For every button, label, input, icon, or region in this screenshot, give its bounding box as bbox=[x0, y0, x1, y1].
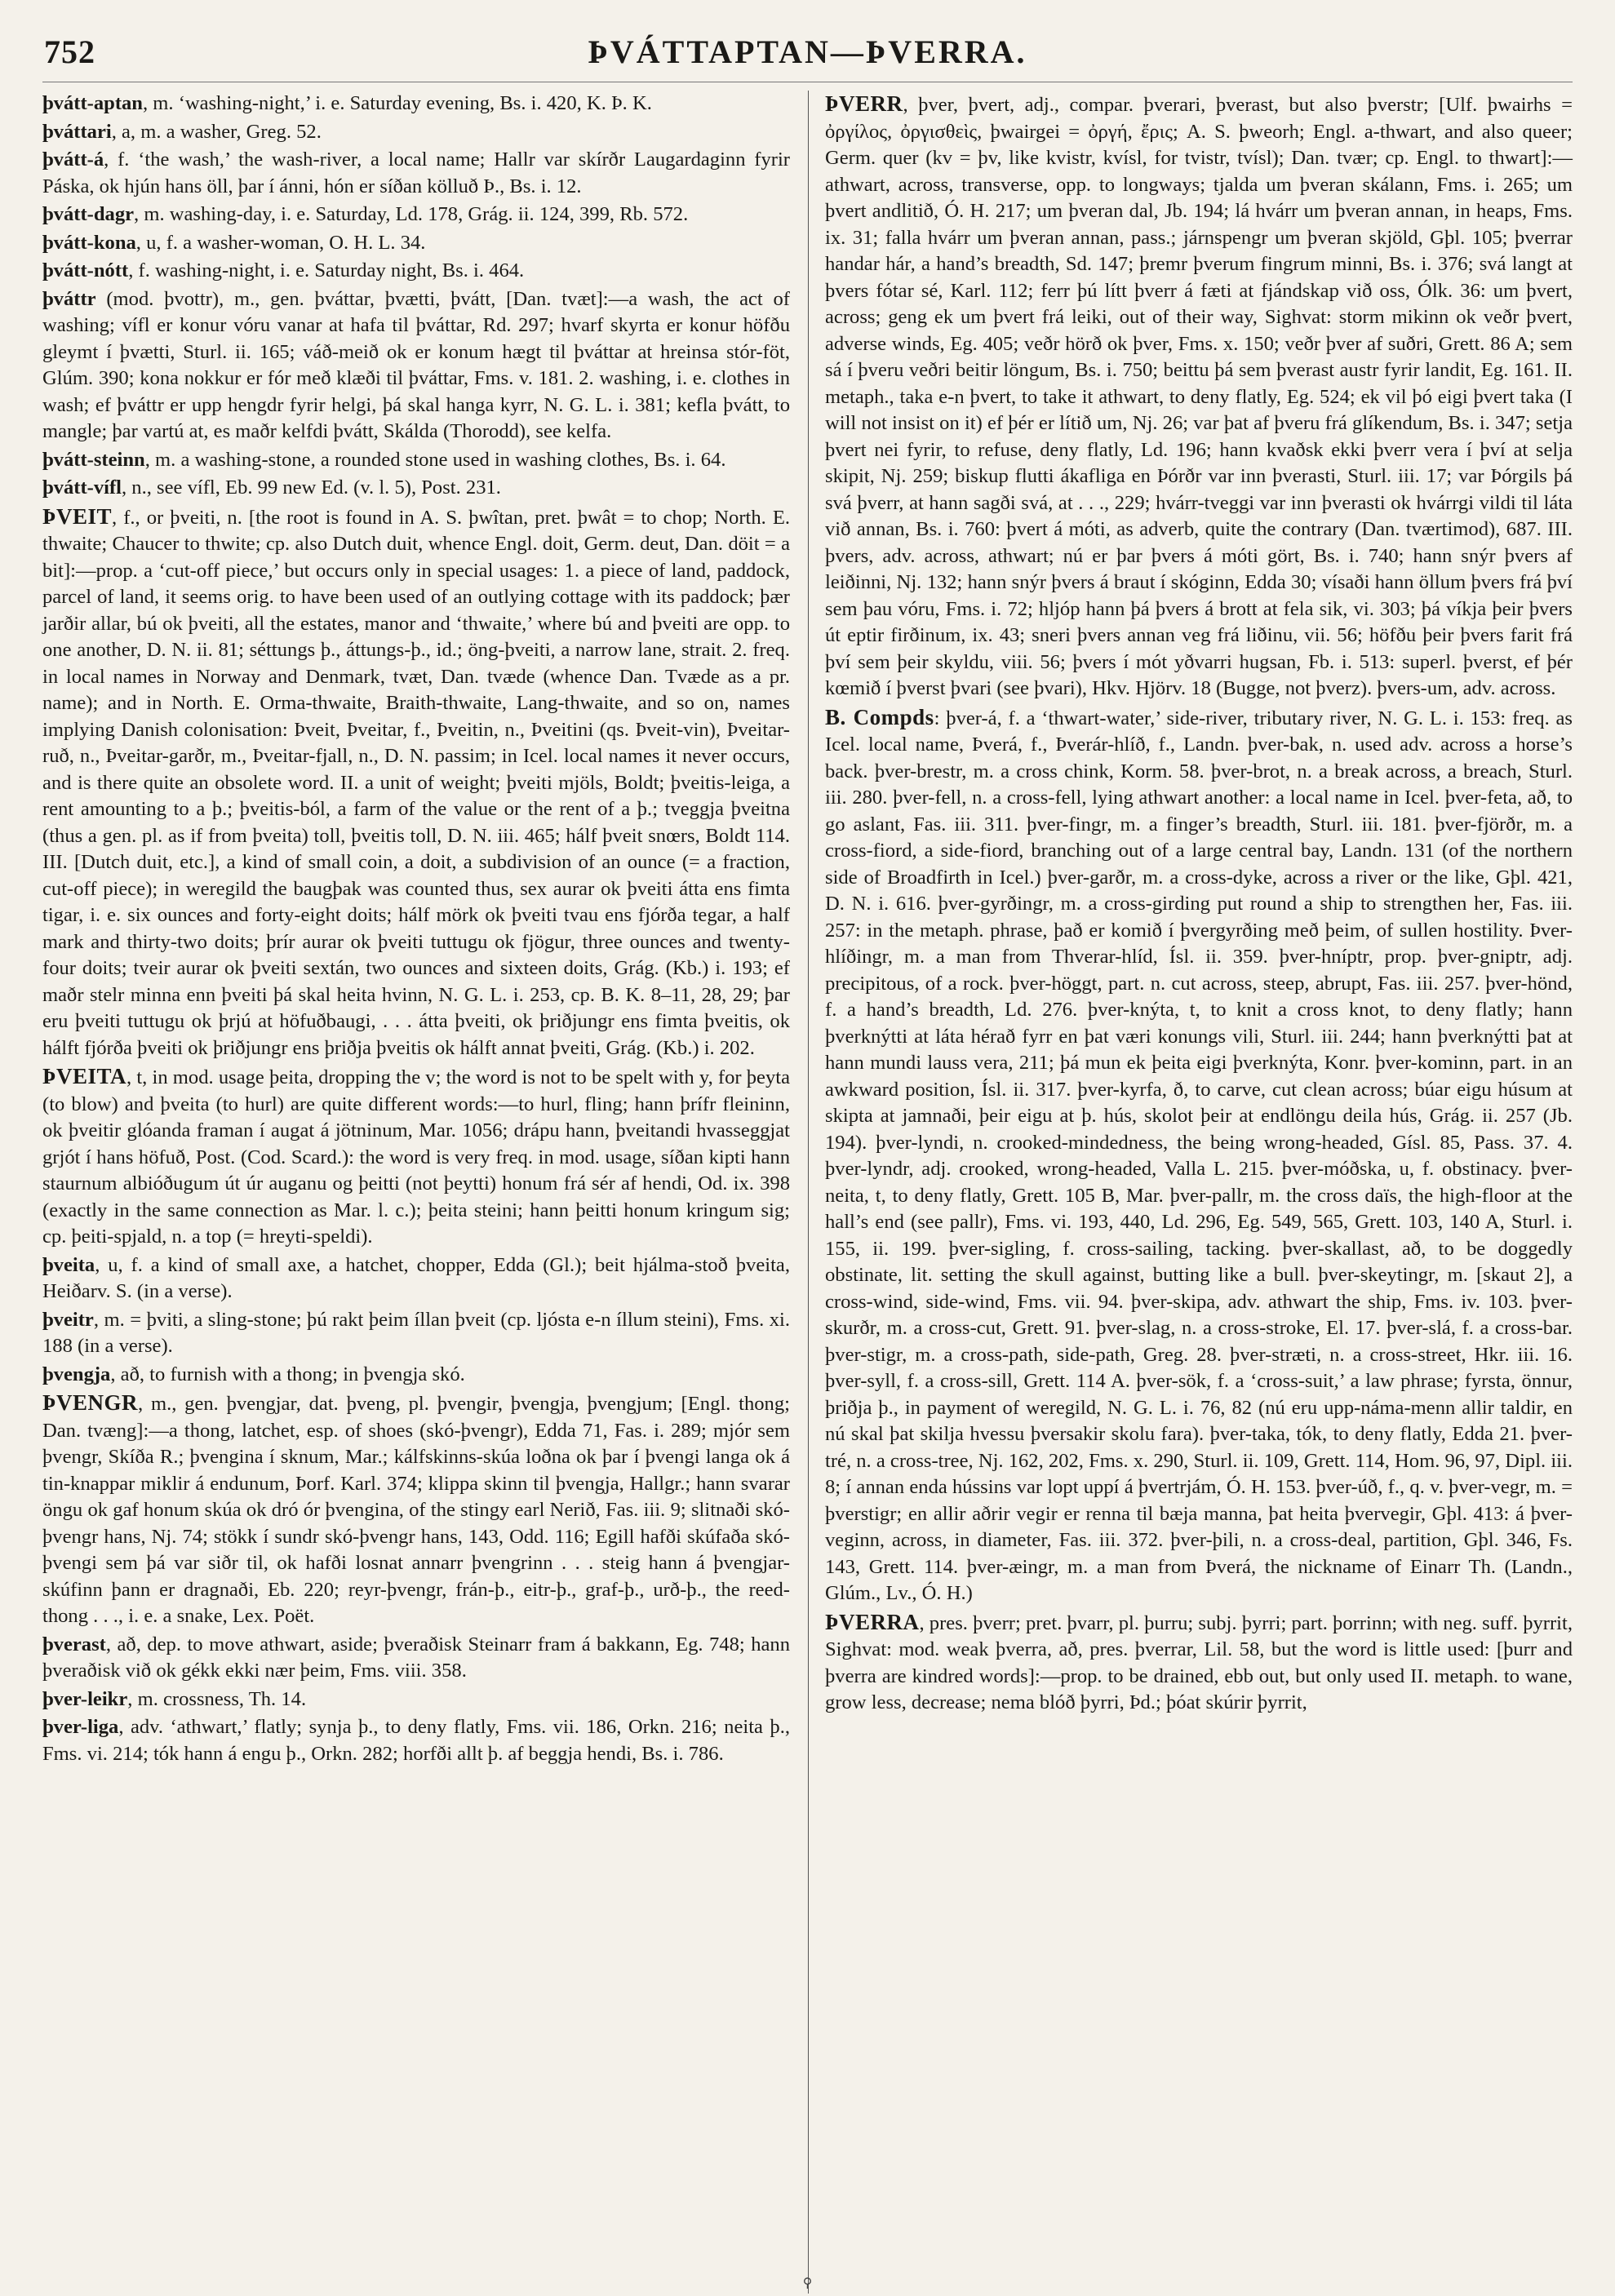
dictionary-entry bbox=[42, 1307, 790, 1360]
entry-headword: þverast bbox=[42, 1633, 106, 1656]
dictionary-entry bbox=[42, 1632, 790, 1685]
entry-text: , m. ‘washing-night,’ i. e. Saturday evening, Bs. i. 420, K. Þ. K. bbox=[142, 92, 652, 114]
dictionary-entry bbox=[42, 202, 790, 228]
running-head: ÞVÁTTAPTAN—ÞVERRA. bbox=[588, 33, 1027, 70]
entry-text: : þver-á, f. a ‘thwart-water,’ side-river, tributary river, N. G. L. i. 153: freq. as Icel. local name, Þverá, f., Þverár-hlíð, f., Landn. þver-bak, n. used adv. across a horse’s back. þver-brestr, m. a cross chink, Korm. 58. þver-brot, n. a break across, a breach, Sturl. iii. 280. þver-fell, n. a cross-fell, lying athwart another: a local name in Icel. þver-feta, að, to go aslant, Fas. iii. 311. þver-fingr, m. a finger’s breadth, Sturl. iii. 181. þver-fjörðr, m. a cross-fiord, a side-fiord, branching out of a large central bay, Landn. 131 (of the northern side of Broadfirth in Icel.) þver-garðr, m. a cross-dyke, across a river or the like, Gþl. 421, D. N. i. 616. þver-gyrðingr, m. a cross-girding put round a ship to strengthen her, Fas. iii. 257: in the metaph. phrase, það er komið í þvergyrðing með þeim, of sullen hostility. Þver-hlíðingr, m. a man from Thverar-hlíd, Ísl. ii. 359. þver-hníptr, prop. þver-gniptr, adj. precipitous, of a rock. þver-höggt, part. n. cut across, steep, abrupt, Fas. iii. 257. þver-hönd, f. a hand’s breadth, Ld. 276. þver-knýta, t, to knit a cross knot, to deny flatly; hann þverknýtti at láta hérað fyrr en þat væri konungs vili, Sturl. iii. 244; hann þverknýtti þat at hann mundi lauss vera, 211; þá mun ek þeita eigi þverknýta, Konr. þver-kominn, part. in an awkward position, Ísl. ii. 317. þver-kyrfa, ð, to carve, cut clean across; búar eigu húsum at skipta at jamnaði, þeir eigu at þ. hús, skolot þeir at endlöngu deila hús, Grág. ii. 257 (Jb. 194). þver-lyndi, n. crooked-mindedness, the being wrong-headed, Gísl. 85, Pass. 37. 4. þver-lyndr, adj. crooked, wrong-headed, Valla L. 215. þver-móðska, u, f. obstinacy. þver-neita, t, to deny flatly, Grett. 105 B, Mar. þver-pallr, m. the cross daïs, the high-floor at the hall’s end (see pallr), Fms. vi. 193, 440, Ld. 296, Eg. 549, 565, Grett. 103, 140 A, Sturl. i. 155, ii. 199. þver-sigling, f. cross-sailing, tacking. þver-skallast, að, to be doggedly obstinate, lit. setting the skull against, butting like a bull. þver-skeytingr, m. [skaut 2], a cross-wind, side-wind, Fms. vii. 94. þver-skipa, adv. athwart the ship, Fms. iv. 103. þver-skurðr, m. a cross-cut, Grett. 91. þver-slag, n. a cross-stroke, El. 17. þver-slá, f. a cross-bar. þver-stigr, m. a cross-path, side-path, Greg. 28. þver-stræti, n. a cross-street, Hkr. iii. 16. þver-syll, f. a cross-sill, Grett. 114 A. þver-sök, f. a ‘cross-suit,’ a law phrase; fyrsta, önnur, þriðja þ., in payment of weregild, N. G. L. i. 76, 82 (nú eru upp-náma-menn allir taldir, en nú skal þat skilja hvessu þversakir skolu fara). þver-taka, tók, to deny flatly, Edda 21. þver-tré, n. a cross-tree, Nj. 162, 202, Fms. x. 290, Sturl. ii. 109, Grett. 114, Hom. 96, 97, Dipl. iii. 8; í annan enda hússins var lopt uppí á þvertrjám, Ó. H. 153. þver-úð, f., q. v. þver-vegr, m. = þverstigr; en allir aðrir vegir er renna til bæja manna, þat heita þvervegir, Gþl. 413: á þver-veginn, across, in diameter, Fas. iii. 372. þver-þili, n. a cross-deal, partition, Gþl. 346, Fs. 143, Grett. 114. þver-æingr, m. a man from Þverá, the nickname of Einarr Th. (Landn., Glúm., Lv., Ó. H.) bbox=[825, 707, 1573, 1604]
entry-headword: ÞVEIT bbox=[42, 503, 113, 529]
dictionary-entry bbox=[42, 91, 790, 117]
dictionary-entry bbox=[42, 1362, 790, 1389]
entry-headword: B. Compds bbox=[825, 704, 934, 729]
page-number: 752 bbox=[44, 33, 95, 70]
entry-text: , f., or þveiti, n. [the root is found in A. S. þwîtan, pret. þwât = to chop; North. E. thwaite; Chaucer to thwite; cp. also Dutch duit, whence Engl. doit, Germ. deut, Dan. döit = a bit]:—prop. a ‘cut-off piece,’ but occurs only in special usages: 1. a piece of land, paddock, parcel of land, it seems orig. to have been used of an outlying cottage with its paddock; þær jarðir allar, bú ok þveiti, all the estates, manor and ‘thwaite,’ where bú and þveiti are opp. to one another, D. N. ii. 81; séttungs þ., áttungs-þ., id.; öng-þveiti, a narrow lane, strait. 2. freq. in local names in Norway and Denmark, tvæt, Dan. tvæde (whence Dan. Tvæde as a pr. name); and in North. E. Orma-thwaite, Braith-thwaite, Lang-thwaite, and so on, names implying Danish colonisation: Þveit, Þveitar, f., Þveitin, n., Þveitini (qs. Þveit-vin), Þveitar-ruð, n., Þveitar-garðr, m., Þveitar-fjall, n., D. N. passim; in Icel. local names it never occurs, and is there quite an obsolete word. II. a unit of weight; þveiti mjöls, Boldt; þveitis-leiga, a rent amounting to a þ.; þveitis-ból, a farm of the value or the rent of a þ.; tveggja þveitna (thus a gen. pl. as if from þveita) toll, þveitis toll, D. N. iii. 465; hálf þveit snœrs, Boldt 114. III. [Dutch duit, etc.], a kind of small coin, a doit, a subdivision of an ounce (= a fraction, cut-off piece); in weregild the baugþak was counted thus, sex aurar ok þveiti átta ens fimta tigar, i. e. six ounces and forty-eight doits; hálf mörk ok þveiti tvau ens fjórða tegar, a half mark and thirty-two doits; þrír aurar ok þveiti tuttugu ok fjögur, three ounces and twenty-four doits; tveir aurar ok þveiti sextán, two ounces and sixteen doits, Grág. (Kb.) i. 193; ef maðr stelr minna enn þveiti þá skal heita hvinn, N. G. L. i. 253, cp. B. K. 8–11, 28, 29; þar eru þveiti tuttugu ok þrjú at höfuðbaugi, . . . átta þveiti, ok þriðjungr ens fimta þveitis, ok hálft fjórða þveiti ok þriðjungr ens þriðja þveitis ok hálft annat þveiti, Grág. (Kb.) i. 202. bbox=[42, 506, 790, 1059]
entry-headword: ÞVERR bbox=[825, 91, 903, 116]
entry-headword: þváttari bbox=[42, 120, 112, 143]
entry-headword: þváttr bbox=[42, 287, 96, 310]
entry-headword: þver-liga bbox=[42, 1716, 119, 1738]
entry-text: , m. crossness, Th. 14. bbox=[127, 1687, 307, 1710]
entry-text: (mod. þvottr), m., gen. þváttar, þvætti, þvátt, [Dan. tvæt]:—a wash, the act of washing; vífl er konur vóru vanar at hafa til þváttar, Rd. 297; hvarf skyrta er konur höfðu gleymt í þvætti, Sturl. ii. 165; váð-meið ok er konum hægt til þváttar at hreinsa stór-föt, Glúm. 390; kona nokkur er fór með klæði til þváttar, Fms. v. 181. 2. washing, i. e. clothes in wash; ef þváttr er upp hengdr fyrir helgi, þá skal hanga kyrr, N. G. L. i. 381; kefla þvátt, to mangle; þar vartú at, es maðr kelfdi þvátt, Skálda (Thorodd), see kelfa. bbox=[42, 287, 790, 442]
entry-text: , m., gen. þvengjar, dat. þveng, pl. þvengir, þvengja, þvengjum; [Engl. thong; Dan. tvæng]:—a thong, latchet, esp. of shoes (skó-þvengr), Edda 71, Fas. i. 289; mjór sem þvengr, Skíða R.; þvengina í sknum, Mar.; kálfskinns-skúa loðna ok þar í þvengi langa ok á tin-knappar miklir á endunum, Þorf. Karl. 374; klippa skinn til þvengja, Hallgr.; hann svarar öngu ok gaf honum skúa ok dró ór þvengina, of the stingy earl Nerið, Fas. iii. 9; slitnaði skó-þvengr hans, Nj. 74; stökk í sundr skó-þvengr hans, 143, Odd. 116; Egill hafði skúfaða skó-þvengi sem þá var siðr til, ok hafði losnat annarr þvengrinn . . . steig hann á þvengjar-skúfinn þann er dragnaði, Eb. 220; reyr-þvengr, frán-þ., eitr-þ., graf-þ., urð-þ., the reed-thong . . ., i. e. a snake, Lex. Poët. bbox=[42, 1393, 790, 1627]
entry-headword: þveitr bbox=[42, 1308, 94, 1331]
left-column bbox=[42, 91, 790, 1769]
page-header bbox=[42, 29, 1573, 82]
entry-text: , m. = þviti, a sling-stone; þú rakt þeim íllan þveit (cp. ljósta e-n íllum steini), Fms. xi. 188 (in a verse). bbox=[42, 1308, 790, 1357]
dictionary-entry bbox=[825, 704, 1573, 1607]
entry-text: , a, m. a washer, Greg. 52. bbox=[111, 120, 322, 143]
entry-headword: ÞVERRA bbox=[825, 1609, 920, 1634]
entry-headword: þver-leikr bbox=[42, 1687, 128, 1710]
entry-text: , pres. þverr; pret. þvarr, pl. þurru; subj. þyrri; part. þorrinn; with neg. suff. þyrrit, Sighvat: mod. weak þverra, að, pres. þverrar, Lil. 58, but the word is little used: [þurr and þverra are kindred words]:—prop. to be drained, ebb out, but only used II. metaph. to wane, grow less, decrease; nema blóð þyrri, Þd.; þóat skúrir þyrrit, bbox=[825, 1611, 1573, 1713]
dictionary-entry bbox=[42, 1390, 790, 1630]
entry-text: , f. ‘the wash,’ the wash-river, a local name; Hallr var skírðr Laugardaginn fyrir Páska, ok hjún hans öll, þar í ánni, hón er síðan kölluð Þ., Bs. i. 12. bbox=[42, 148, 790, 197]
dictionary-entry bbox=[825, 1609, 1573, 1717]
entry-text: , þver, þvert, adj., compar. þverari, þverast, but also þverstr; [Ulf. þwairhs = ὀργίλος, ὀργισθεὶς, þwairgei = ὀργή, ἔρις; A. S. þweorh; Engl. a-thwart, and also queer; Germ. quer (kv = þv, like kvistr, kvísl, for tvistr, tvísl); Dan. tvær; cp. Engl. to thwart]:—athwart, across, transverse, opp. to longways; tjalda um þveran skálann, Fms. i. 265; um þvert andlitið, Ó. H. 217; um þveran dal, Jb. 194; lá hvárr um þveran annan, in heaps, Fms. ix. 31; falla hvárr um þveran annan, pass.; járnspengr um þveran skjöld, Gþl. 105; þverrar handar hár, a hand’s breadth, Sd. 147; þremr þverum fingrum minni, Bs. i. 376; svá langt at þvers fótar sé, Karl. 112; ferr þú lítt þverr á fæti at fjándskap við oss, Ólk. 36: um þvert, across; geng ek um þvert frá leiki, out of their way, Sighvat: storm mikinn ok veðr þvert, adverse winds, Eg. 405; veðr hörð ok þver, Fms. x. 150; veðr þver af suðri, Grett. 86 A; sem sá í þveru veðri beitir löngum, Bs. i. 750; beittu þá sem þverast austr fyrir landit, Eg. 161. II. metaph., taka e-n þvert, to take it athwart, to deny flatly, Eg. 524; ek vil þó eigi þvert taka (I will not insist on it) ef þér er lítið um, Nj. 26; var þat af þveru frá glíkendum, Bs. i. 347; setja þvert nei fyrir, to refuse, deny flatly, Ld. 196; hann kvaðsk ekki þverr vera í því at selja skipit, Nj. 259; biskup flutti ákafliga en Þórðr var inn þverasti, Sturl. iii. 17; var Þórgils þá svá þverr, at hann sagði svá, at . . ., 229; hvárr-tveggi var inn þverasti ok hvárrgi vildi til láta við annan, Bs. i. 760: þvert á móti, as adverb, quite the contrary (Dan. tværtimod), 687. III. þvers, adv. across, athwart; nú er þar þvers á móti gört, Bs. i. 740; hann snýr þvers af leiðinni, Nj. 132; hann snýr þvers á braut í skóginn, Edda 30; vísaði hann öllum þvers frá því sem þau vóru, Fms. i. 72; hljóp hann þá þvers á brott at fela sik, vi. 303; þá víkja þeir þvers út eptir firðinum, ix. 43; sneri þvers annan veg frá liðinu, vii. 56; höfðu þeir þvers farit frá því sem þeir skyldu, viii. 56; þvers í mót yðvarri hugsan, Fb. i. 513: superl. þverst, ef þér kœmið í þverst þvari (see þvari), Hkv. Hjörv. 18 (Bugge, not þverz). þvers-um, adv. across. bbox=[825, 94, 1573, 699]
two-column-body bbox=[42, 91, 1573, 2290]
dictionary-entry bbox=[42, 503, 790, 1062]
dictionary-entry bbox=[825, 91, 1573, 703]
dictionary-entry bbox=[42, 447, 790, 474]
entry-text: , u, f. a kind of small axe, a hatchet, chopper, Edda (Gl.); beit hjálma-stoð þveita, Heiðarv. S. (in a verse). bbox=[42, 1253, 790, 1302]
dictionary-entry bbox=[42, 119, 790, 146]
entry-headword: þvátt-kona bbox=[42, 231, 136, 254]
entry-headword: þvátt-steinn bbox=[42, 448, 145, 471]
dictionary-entry bbox=[42, 286, 790, 445]
entry-headword: þvátt-vífl bbox=[42, 476, 122, 499]
entry-text: , u, f. a washer-woman, O. H. L. 34. bbox=[135, 231, 426, 254]
dictionary-entry bbox=[42, 475, 790, 502]
entry-headword: ÞVEITA bbox=[42, 1064, 127, 1088]
entry-headword: ÞVENGR bbox=[42, 1390, 138, 1415]
column-divider bbox=[808, 91, 809, 2294]
entry-headword: þvátt-dagr bbox=[42, 203, 135, 225]
entry-text: , m. washing-day, i. e. Saturday, Ld. 178, Grág. ii. 124, 399, Rb. 572. bbox=[134, 203, 689, 225]
entry-text: , f. washing-night, i. e. Saturday night, Bs. i. 464. bbox=[128, 259, 525, 281]
dictionary-entry bbox=[42, 1252, 790, 1305]
entry-text: , t, in mod. usage þeita, dropping the v; the word is not to be spelt with y, for þeyta (to blow) and þveita (to hurl) are quite different words:—to hurl, fling; hann þrífr fleininn, ok þveitir glóanda framan í augat á jötninum, Mar. 1056; drápu hann, þveitandi hvasseggjat grjót í hans höfuð, Post. (Cod. Scard.): the word is very freq. in mod. usage, síðan kipti hann staurnum albióðugum út úr auganu og þeitti (not þeytti) honum frá sér af hendi, Od. ix. 398 (exactly in the same connection as Mar. l. c.); þeita steini; hann þeitti honum kringum sig; cp. þeiti-spjald, n. a top (= hreyti-speldi). bbox=[42, 1066, 790, 1248]
dictionary-entry bbox=[42, 258, 790, 285]
column-ornament-icon: ⚲ bbox=[802, 2276, 813, 2290]
dictionary-entry bbox=[42, 1687, 790, 1713]
entry-headword: þvátt-aptan bbox=[42, 92, 143, 114]
entry-text: , adv. ‘athwart,’ flatly; synja þ., to deny flatly, Fms. vii. 186, Orkn. 216; neita þ., Fms. vi. 214; tók hann á engu þ., Orkn. 282; horfði allt þ. af beggja hendi, Bs. i. 786. bbox=[42, 1716, 790, 1765]
entry-headword: þvátt-á bbox=[42, 148, 104, 171]
entry-headword: þvátt-nótt bbox=[42, 259, 129, 281]
dictionary-entry bbox=[42, 147, 790, 200]
entry-text: , að, dep. to move athwart, aside; þveraðisk Steinarr fram á bakkann, Eg. 748; hann þveraðisk við ok gékk ekki nær þeim, Fms. viii. 358. bbox=[42, 1633, 790, 1682]
dictionary-entry bbox=[42, 1063, 790, 1251]
entry-text: , m. a washing-stone, a rounded stone used in washing clothes, Bs. i. 64. bbox=[144, 448, 726, 471]
entry-headword: þvengja bbox=[42, 1363, 111, 1385]
dictionary-entry bbox=[42, 230, 790, 257]
right-column bbox=[825, 91, 1573, 1769]
entry-text: , að, to furnish with a thong; in þvengja skó. bbox=[110, 1363, 465, 1385]
dictionary-entry bbox=[42, 1714, 790, 1767]
entry-headword: þveita bbox=[42, 1253, 95, 1276]
entry-text: , n., see vífl, Eb. 99 new Ed. (v. l. 5), Post. 231. bbox=[122, 476, 501, 499]
